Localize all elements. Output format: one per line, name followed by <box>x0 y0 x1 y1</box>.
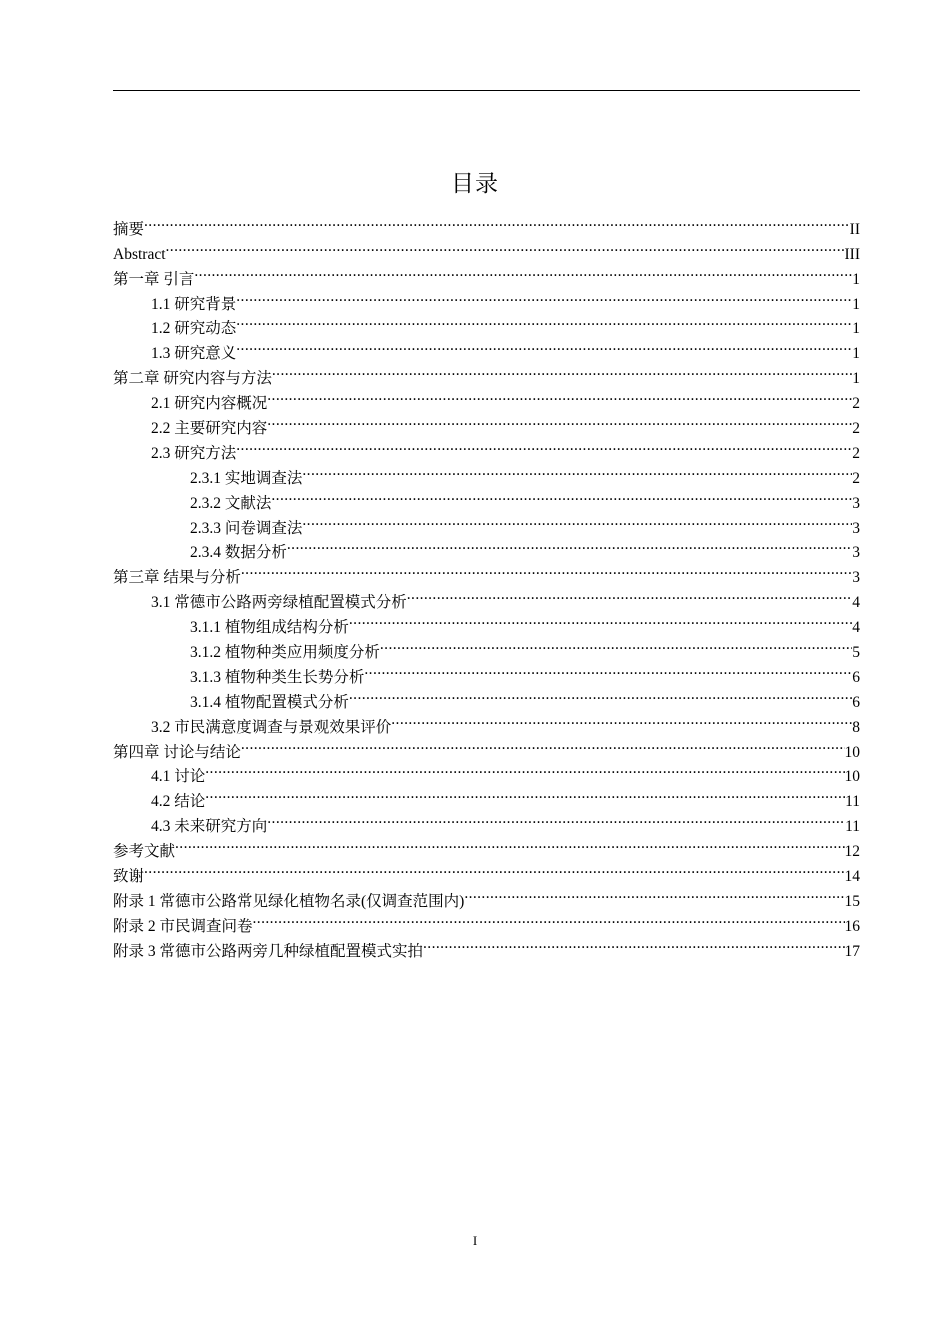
toc-entry[interactable] <box>113 781 860 811</box>
toc-entry-label: 第二章 研究内容与方法 <box>113 370 272 388</box>
toc-entry-label: 2.3.3 问卷调查法 <box>190 519 303 537</box>
toc-entry-page: 15 <box>844 892 860 910</box>
toc-entry-label: 附录 3 常德市公路两旁几种绿植配置模式实拍 <box>113 942 424 960</box>
toc-dot-leader <box>391 707 852 732</box>
toc-entry-page: 10 <box>844 768 860 786</box>
toc-entry-label: 3.1.2 植物种类应用频度分析 <box>190 644 380 662</box>
toc-entry[interactable] <box>113 209 860 238</box>
toc-dot-leader <box>267 383 852 408</box>
toc-dot-leader <box>267 408 852 433</box>
toc-entry-label: 附录 1 常德市公路常见绿化植物名录(仅调查范围内) <box>113 892 465 910</box>
toc-entry-page: 3 <box>852 544 860 562</box>
toc-entry-page: 3 <box>852 519 860 537</box>
toc-entry-page: III <box>844 245 860 263</box>
toc-dot-leader <box>144 209 850 234</box>
toc-entry-page: 3 <box>852 494 860 512</box>
toc-entry-label: 3.2 市民满意度调查与景观效果评价 <box>151 718 392 736</box>
toc-entry-label: 3.1.1 植物组成结构分析 <box>190 619 349 637</box>
toc-dot-leader <box>236 433 852 458</box>
toc-entry-label: 3.1.3 植物种类生长势分析 <box>190 668 365 686</box>
toc-entry-page: 16 <box>844 917 860 935</box>
toc-entry-label: 3.1 常德市公路两旁绿植配置模式分析 <box>151 594 407 612</box>
toc-entry-page: 1 <box>852 370 860 388</box>
toc-entry-page: 5 <box>852 644 860 662</box>
toc-entry[interactable] <box>113 259 860 288</box>
toc-dot-leader <box>302 508 852 533</box>
toc-entry-label: 1.2 研究动态 <box>151 320 237 338</box>
toc-entry[interactable] <box>113 757 860 786</box>
toc-entry-page: 4 <box>852 594 860 612</box>
toc-entry-page: 1 <box>852 345 860 363</box>
toc-dot-leader <box>380 632 852 657</box>
toc-dot-leader <box>236 309 852 334</box>
toc-dot-leader <box>175 831 844 856</box>
toc-dot-leader <box>166 234 845 259</box>
toc-entry-page: 2 <box>852 469 860 487</box>
toc-entry-page: 3 <box>852 569 860 587</box>
header-rule <box>113 90 860 91</box>
toc-entry-label: 4.3 未来研究方向 <box>151 818 268 836</box>
toc-entry-page: 10 <box>844 743 860 761</box>
toc-dot-leader <box>364 657 852 682</box>
toc-dot-leader <box>271 483 852 508</box>
toc-dot-leader <box>236 284 852 309</box>
toc-entry-page: 2 <box>852 420 860 438</box>
toc-dot-leader <box>349 607 852 632</box>
toc-entry-page: 2 <box>852 395 860 413</box>
toc-entry[interactable] <box>113 284 860 313</box>
toc-entry-label: 附录 2 市民调查问卷 <box>113 917 253 935</box>
toc-entry-label: 第三章 结果与分析 <box>113 569 241 587</box>
toc-dot-leader <box>205 781 845 806</box>
toc-entry-page: II <box>849 220 860 238</box>
toc-entry-page: 11 <box>845 818 860 836</box>
toc-dot-leader <box>464 881 844 906</box>
toc-dot-leader <box>194 259 852 284</box>
toc-entry-label: 2.3.2 文献法 <box>190 494 272 512</box>
toc-dot-leader <box>236 333 852 358</box>
toc-dot-leader <box>423 931 844 956</box>
toc-entry-label: 4.2 结论 <box>151 793 206 811</box>
toc-dot-leader <box>253 906 845 931</box>
toc-entry-page: 4 <box>852 619 860 637</box>
toc-entry-label: 第一章 引言 <box>113 270 195 288</box>
toc-entry-label: 2.3.4 数据分析 <box>190 544 287 562</box>
toc-dot-leader <box>205 757 844 782</box>
toc-entry-label: 致谢 <box>113 868 145 886</box>
toc-entry-page: 1 <box>852 295 860 313</box>
toc-entry[interactable] <box>113 831 860 861</box>
toc-entry-label: 1.1 研究背景 <box>151 295 237 313</box>
toc-entry-label: 摘要 <box>113 220 145 238</box>
toc-entry-page: 17 <box>844 942 860 960</box>
page-title: 目录 <box>451 171 499 197</box>
toc-entry-page: 6 <box>852 693 860 711</box>
toc-entry-page: 1 <box>852 320 860 338</box>
toc-entry-page: 12 <box>844 843 860 861</box>
toc-entry-page: 8 <box>852 718 860 736</box>
toc-entry-page: 1 <box>852 270 860 288</box>
toc-entry-page: 11 <box>845 793 860 811</box>
toc-dot-leader <box>349 682 852 707</box>
toc-dot-leader <box>241 732 845 757</box>
toc-dot-leader <box>267 806 845 831</box>
toc-entry[interactable] <box>113 806 860 836</box>
toc-dot-leader <box>302 458 852 483</box>
toc-entry-label: Abstract <box>113 245 166 263</box>
toc-dot-leader <box>272 358 852 383</box>
toc-entry-label: 2.1 研究内容概况 <box>151 395 268 413</box>
toc-dot-leader <box>407 582 852 607</box>
footer-page-number: I <box>472 1233 478 1248</box>
toc-entry-label: 2.3 研究方法 <box>151 444 237 462</box>
toc-entry-label: 4.1 讨论 <box>151 768 206 786</box>
table-of-contents <box>113 209 860 960</box>
toc-entry-label: 参考文献 <box>113 843 176 861</box>
toc-entry-label: 2.3.1 实地调查法 <box>190 469 303 487</box>
toc-entry-label: 3.1.4 植物配置模式分析 <box>190 693 349 711</box>
toc-entry[interactable] <box>113 234 860 263</box>
toc-entry-label: 第四章 讨论与结论 <box>113 743 241 761</box>
toc-entry-page: 2 <box>852 444 860 462</box>
toc-entry[interactable] <box>113 881 860 910</box>
toc-dot-leader <box>144 856 844 881</box>
toc-entry-page: 14 <box>844 868 860 886</box>
toc-entry[interactable] <box>113 856 860 886</box>
toc-dot-leader <box>287 533 852 558</box>
toc-entry-label: 1.3 研究意义 <box>151 345 237 363</box>
toc-entry-label: 2.2 主要研究内容 <box>151 420 268 438</box>
toc-entry-page: 6 <box>852 668 860 686</box>
toc-dot-leader <box>241 557 852 582</box>
